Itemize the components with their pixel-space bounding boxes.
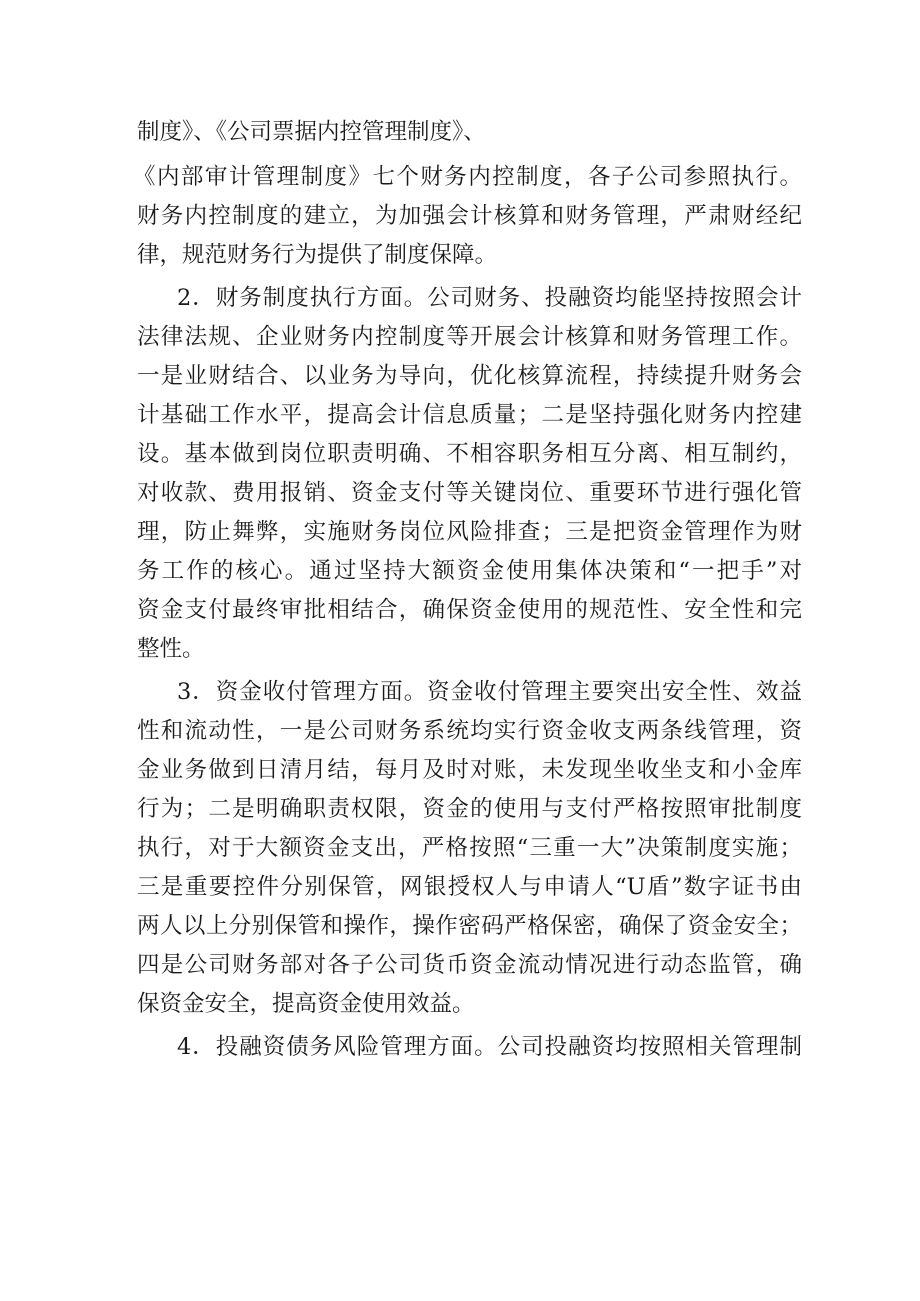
text-line: 两人以上分别保管和操作，操作密码严格保密，确保了资金安全； [137,913,802,939]
text-line: 财务内控制度的建立，为加强会计核算和财务管理，严肃财经纪 [137,203,802,229]
text-line: 金业务做到日清月结，每月及时对账，未发现坐收坐支和小金库 [137,757,802,783]
text-line: 制度》、《公司票据内控管理制度》、 [137,119,486,145]
text-line: 四是公司财务部对各子公司货币资金流动情况进行动态监管，确 [137,952,802,978]
text-line: 务工作的核心。通过坚持大额资金使用集体决策和“一把手”对 [137,558,802,584]
text-line: 《内部审计管理制度》七个财务内控制度，各子公司参照执行。 [133,164,802,190]
text-line: 资金支付最终审批相结合，确保资金使用的规范性、安全性和完 [137,597,802,623]
text-line: 保资金安全，提高资金使用效益。 [137,991,475,1017]
text-line: 一是业财结合、以业务为导向，优化核算流程，持续提升财务会 [137,363,802,389]
text-line: 对收款、费用报销、资金支付等关键岗位、重要环节进行强化管 [137,480,802,506]
text-line: 设。基本做到岗位职责明确、不相容职务相互分离、相互制约， [137,441,802,467]
text-line: 4．投融资债务风险管理方面。公司投融资均按照相关管理制 [177,1034,802,1060]
text-line: 三是重要控件分别保管，网银授权人与申请人“U盾”数字证书由 [137,874,802,900]
text-line: 3．资金收付管理方面。资金收付管理主要突出安全性、效益 [177,679,802,705]
text-line: 2．财务制度执行方面。公司财务、投融资均能坚持按照会计 [177,285,802,311]
text-line: 执行，对于大额资金支出，严格按照“三重一大”决策制度实施； [137,835,802,861]
document-body [133,113,802,1067]
text-line: 整性。 [137,636,205,662]
text-line: 律，规范财务行为提供了制度保障。 [137,242,498,268]
text-line: 性和流动性，一是公司财务系统均实行资金收支两条线管理，资 [137,718,802,744]
text-line: 法律法规、企业财务内控制度等开展会计核算和财务管理工作。 [137,324,802,350]
text-line: 计基础工作水平，提高会计信息质量；二是坚持强化财务内控建 [137,402,802,428]
text-line: 行为；二是明确职责权限，资金的使用与支付严格按照审批制度 [137,796,802,822]
text-line: 理，防止舞弊，实施财务岗位风险排查；三是把资金管理作为财 [137,519,802,545]
